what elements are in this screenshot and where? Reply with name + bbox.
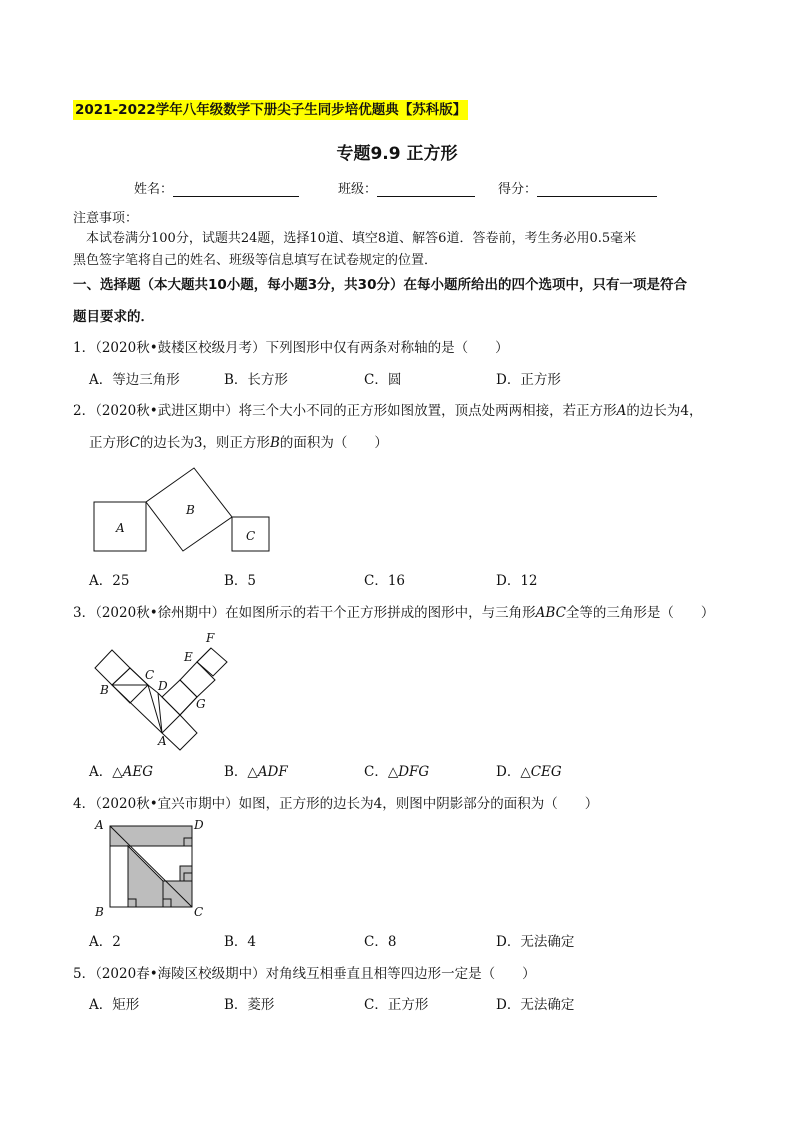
q1-option-c[interactable]: C．圆 bbox=[364, 372, 402, 388]
q4-label-d: D bbox=[194, 818, 204, 832]
q2-option-a[interactable]: A．25 bbox=[89, 573, 130, 589]
section-heading-line2: 题目要求的． bbox=[73, 309, 154, 325]
q4-shade-top bbox=[110, 826, 192, 846]
q2-label-c: C bbox=[246, 529, 256, 543]
q1-option-a[interactable]: A．等边三角形 bbox=[89, 372, 180, 388]
q4-label-c: C bbox=[194, 905, 204, 919]
series-banner: 2021-2022学年八年级数学下册尖子生同步培优题典【苏科版】 bbox=[75, 102, 467, 118]
q5-option-c[interactable]: C．正方形 bbox=[364, 997, 429, 1013]
q2-option-d[interactable]: D．12 bbox=[496, 573, 538, 589]
q5-option-b[interactable]: B．菱形 bbox=[224, 997, 275, 1013]
q3-label-d: D bbox=[158, 679, 168, 693]
q3-label-a: A bbox=[158, 734, 167, 748]
q3-label-c: C bbox=[145, 668, 155, 682]
section-heading-line1: 一、选择题（本大题共10小题，每小题3分，共30分）在每小题所给出的四个选项中，只有一项是符合 bbox=[73, 277, 687, 293]
q3-option-d[interactable]: D．△CEG bbox=[496, 764, 562, 780]
question-1-stem: 1．（2020秋•鼓楼区校级月考）下列图形中仅有两条对称轴的是（ ） bbox=[73, 340, 509, 356]
question-4-stem: 4．（2020秋•宜兴市期中）如图，正方形的边长为4，则图中阴影部分的面积为（ ） bbox=[73, 796, 599, 812]
q1-option-d[interactable]: D．正方形 bbox=[496, 372, 561, 388]
q3-label-g: G bbox=[196, 697, 206, 711]
q4-label-a: A bbox=[95, 818, 104, 832]
q3-option-c[interactable]: C．△DFG bbox=[364, 764, 430, 780]
q3-label-b: B bbox=[100, 683, 109, 697]
q4-shade-mid bbox=[128, 846, 163, 907]
notice-line2: 黑色签字笔将自己的姓名、班级等信息填写在试卷规定的位置． bbox=[73, 253, 438, 268]
notice-title: 注意事项： bbox=[73, 211, 139, 226]
name-label: 姓名： bbox=[134, 182, 174, 197]
q3-label-f: F bbox=[206, 631, 215, 645]
notice-line1: 本试卷满分100分，试题共24题，选择10道、填空8道、解答6道．答卷前，考生务必用0.5毫米 bbox=[86, 231, 637, 246]
page-title: 专题9.9 正方形 bbox=[336, 144, 458, 164]
q5-option-a[interactable]: A．矩形 bbox=[89, 997, 140, 1013]
q3-option-b[interactable]: B．△ADF bbox=[224, 764, 288, 780]
q4-option-d[interactable]: D．无法确定 bbox=[496, 934, 575, 950]
q3-label-e: E bbox=[184, 650, 193, 664]
q4-option-c[interactable]: C．8 bbox=[364, 934, 397, 950]
q5-option-d[interactable]: D．无法确定 bbox=[496, 997, 575, 1013]
class-label: 班级： bbox=[338, 182, 378, 197]
q4-option-b[interactable]: B．4 bbox=[224, 934, 257, 950]
question-3-stem: 3．（2020秋•徐州期中）在如图所示的若干个正方形拼成的图形中，与三角形ABC全等的三角形是（ ） bbox=[73, 605, 715, 621]
score-label: 得分： bbox=[498, 182, 538, 197]
q1-option-b[interactable]: B．长方形 bbox=[224, 372, 288, 388]
question-2-stem-line1: 2．（2020秋•武进区期中）将三个大小不同的正方形如图放置，顶点处两两相接，若正方形A的边长为4， bbox=[73, 403, 703, 419]
q2-label-b: B bbox=[186, 503, 195, 517]
question-2-stem-line2: 正方形C的边长为3，则正方形B的面积为（ ） bbox=[89, 435, 388, 451]
q2-option-c[interactable]: C．16 bbox=[364, 573, 406, 589]
q4-option-a[interactable]: A．2 bbox=[89, 934, 121, 950]
question-5-stem: 5．（2020春•海陵区校级期中）对角线互相垂直且相等四边形一定是（ ） bbox=[73, 966, 536, 982]
q2-option-b[interactable]: B．5 bbox=[224, 573, 257, 589]
q3-option-a[interactable]: A．△AEG bbox=[89, 764, 154, 780]
q4-label-b: B bbox=[95, 905, 104, 919]
q2-label-a: A bbox=[116, 521, 125, 535]
